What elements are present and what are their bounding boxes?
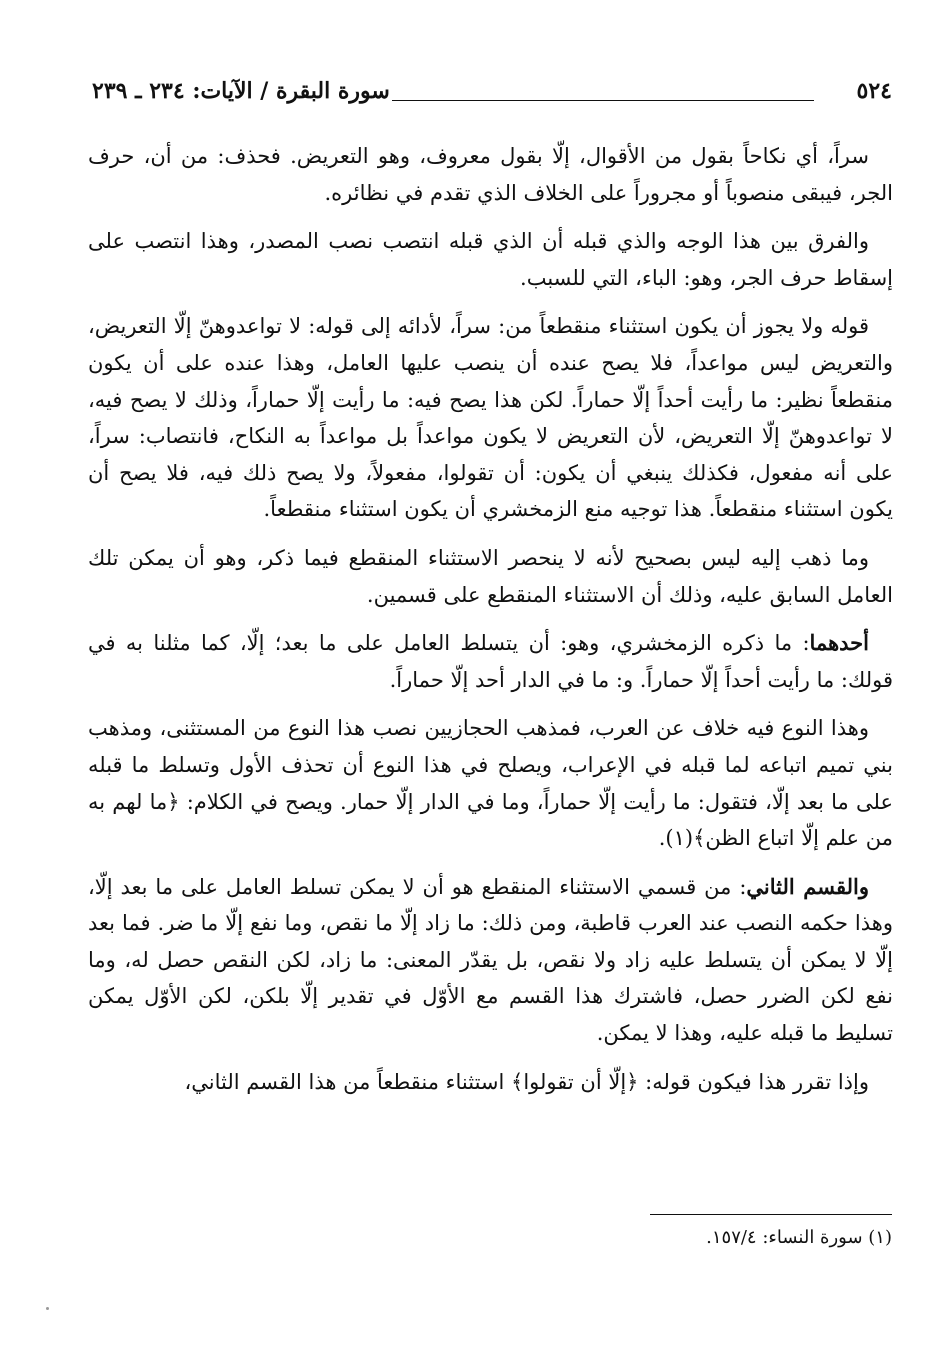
paragraph	[88, 308, 893, 528]
paragraph	[88, 1064, 893, 1101]
paragraph-text: : من قسمي الاستثناء المنقطع هو أن لا يمكن تسلط العامل على ما بعد إلّا، وهذا حكمه النصب عند العرب قاطبة، ومن ذلك: ما زاد إلّا ما نقص، وما نفع إلّا ما ضر. فما بعد إلّا لا يمكن أن يتسلط عليه زاد ولا نقص، بل يقدّر المعنى: ما زاد، لكن النقص حصل له، وما نفع لكن الضرر حصل، فاشترك هذا القسم مع الأوّل في تقدير إلّا بلكن، لكن الأوّل يمكن تسليط ما قبله عليه، وهذا لا يمكن.	[88, 874, 893, 1046]
paragraph	[88, 540, 893, 613]
paragraph	[88, 625, 893, 698]
paragraph	[88, 710, 893, 856]
paragraph-lead: والقسم الثاني	[746, 873, 869, 899]
paragraph	[88, 138, 893, 211]
paragraph	[88, 869, 893, 1052]
footnote: (١) سورة النساء: ١٥٧/٤.	[706, 1227, 892, 1248]
page-body	[88, 138, 893, 1112]
running-title: سورة البقرة / الآيات: ٢٣٤ ـ ٢٣٩	[92, 78, 390, 104]
page-header	[92, 78, 892, 118]
paragraph	[88, 223, 893, 296]
scan-speck	[46, 1307, 49, 1310]
paragraph-text: وهذا النوع فيه خلاف عن العرب، فمذهب الحجازيين نصب هذا النوع من المستثنى، ومذهب بني تميم اتباعه لما قبله في الإعراب، ويصلح في هذا النوع أن تحذف الأول وتسلط ما قبله على ما بعد إلّا، فتقول: ما رأيت إلّا حماراً، وما في الدار إلّا حمار. ويصح في الكلام: ﴿ما لهم به من علم إلّا اتباع الظن﴾(١).	[88, 716, 893, 851]
paragraph-text: سراً، أي نكاحاً بقول من الأقوال، إلّا بقول معروف، وهو التعريض. فحذف: من أن، حرف الجر، فيبقى منصوباً أو مجروراً على الخلاف الذي تقدم في نظائره.	[88, 144, 893, 205]
footnote-rule	[650, 1214, 892, 1215]
paragraph-text: والفرق بين هذا الوجه والذي قبله أن الذي قبله انتصب نصب المصدر، وهذا انتصب على إسقاط حرف الجر، وهو: الباء، التي للسبب.	[88, 229, 893, 290]
paragraph-text: قوله ولا يجوز أن يكون استثناء منقطعاً من: سراً، لأدائه إلى قوله: لا تواعدوهنّ إلّا التعريض، والتعريض ليس مواعداً، فلا يصح عنده أن ينصب عليها العامل، وهذا عنده على أن يكون منقطعاً نظير: ما رأيت أحداً إلّا حماراً. لكن هذا يصح فيه: ما رأيت إلّا حماراً، وذلك لا يصح فيه، لا تواعدوهنّ إلّا التعريض، لأن التعريض لا يكون مواعداً بل مواعداً به النكاح، فانتصاب: سراً، على أنه مفعول، فكذلك ينبغي أن يكون: أن تقولوا، مفعولاً، ولا يصح ذلك فيه، فلا يصح أن يكون استثناء منقطعاً. هذا توجيه منع الزمخشري أن يكون استثناء منقطعاً.	[88, 314, 893, 522]
paragraph-lead: أحدهما	[809, 630, 869, 656]
paragraph-text: : ما ذكره الزمخشري، وهو: أن يتسلط العامل على ما بعد؛ إلّا، كما مثلنا به في قولك: ما رأيت أحداً إلّا حماراً. و: ما في الدار أحد إلّا حماراً.	[88, 631, 893, 692]
page-number: ٥٢٤	[856, 78, 892, 104]
paragraph-text: وما ذهب إليه ليس بصحيح لأنه لا ينحصر الاستثناء المنقطع فيما ذكر، وهو أن يمكن تلك العامل السابق عليه، وذلك أن الاستثناء المنقطع على قسمين.	[88, 545, 893, 607]
paragraph-text: وإذا تقرر هذا فيكون قوله: ﴿إلّا أن تقولوا﴾ استثناء منقطعاً من هذا القسم الثاني،	[184, 1069, 869, 1094]
header-rule	[392, 100, 814, 101]
